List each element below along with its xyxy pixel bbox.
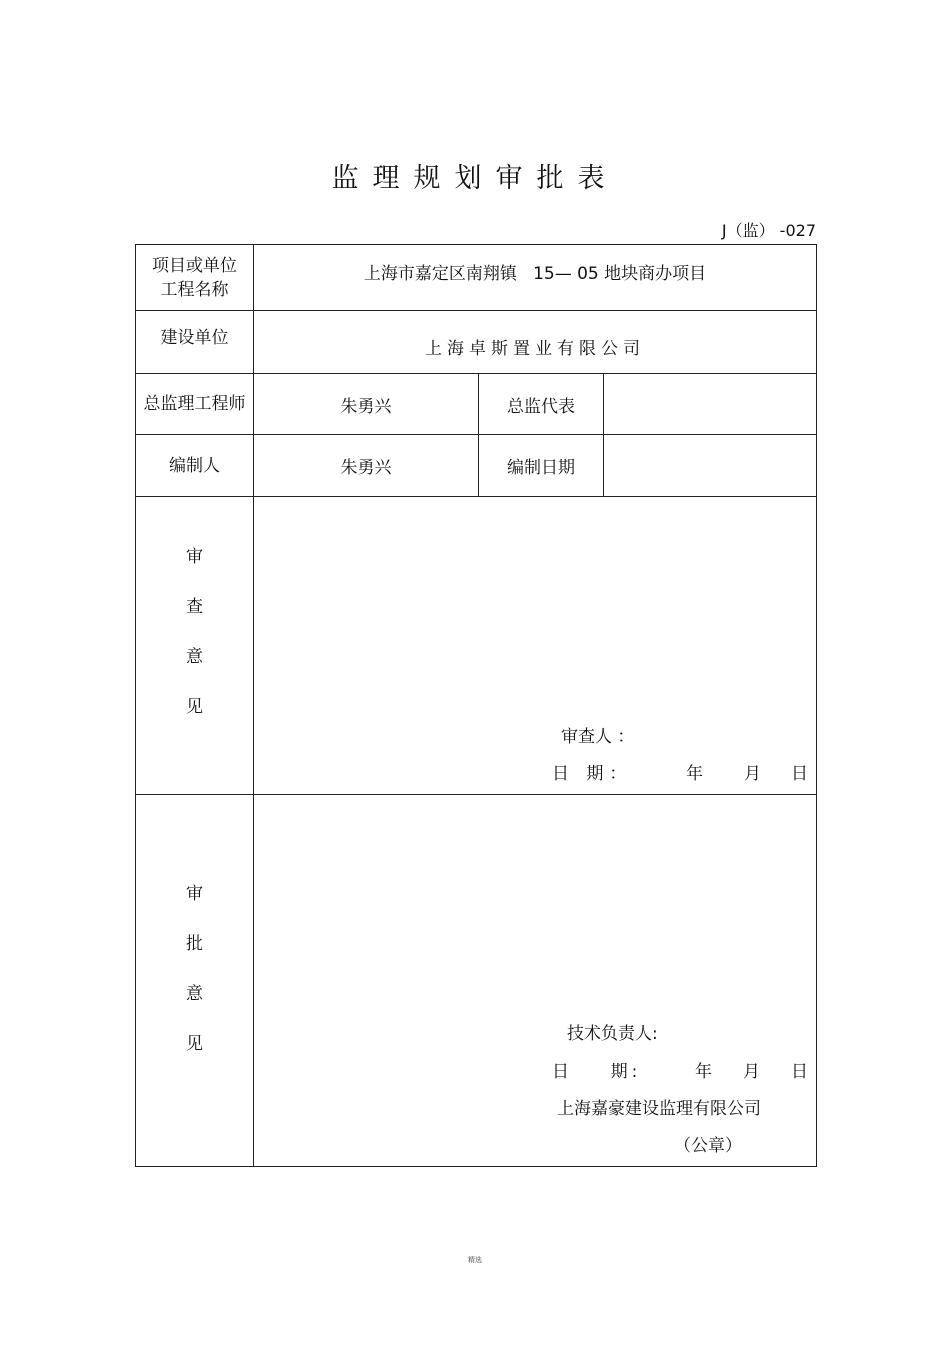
review-opinion-area[interactable] bbox=[254, 497, 817, 795]
compiler-label bbox=[136, 435, 254, 497]
review-label-char: 见 bbox=[186, 697, 203, 717]
reviewer-label: 审查人 ： bbox=[561, 727, 635, 747]
chief-engineer-label bbox=[136, 374, 254, 435]
tech-lead-label: 技术负责人: bbox=[567, 1024, 658, 1044]
project-name-value-text: 上海市嘉定区南翔镇 15— 05 地块商办项目 bbox=[363, 264, 707, 284]
review-label-char: 查 bbox=[186, 597, 203, 617]
builder-value bbox=[254, 311, 817, 374]
review-day-label: 日 bbox=[791, 764, 808, 784]
review-label-char: 审 bbox=[186, 547, 203, 567]
approval-label-char: 见 bbox=[186, 1034, 203, 1054]
project-name-value bbox=[254, 245, 817, 311]
builder-label-text: 建设单位 bbox=[160, 328, 229, 348]
builder-value-text: 上海卓斯置业有限公司 bbox=[425, 338, 646, 359]
review-year-label: 年 bbox=[686, 764, 703, 784]
approval-year-label: 年 bbox=[695, 1062, 712, 1082]
builder-label bbox=[136, 311, 254, 374]
approval-opinion-area[interactable] bbox=[254, 795, 817, 1167]
project-name-label-text: 项目或单位 工程名称 bbox=[152, 255, 237, 300]
supervisor-company: 上海嘉豪建设监理有限公司 bbox=[557, 1099, 761, 1119]
form-code: J（监） -027 bbox=[721, 221, 816, 240]
chief-rep-label-text: 总监代表 bbox=[507, 396, 575, 417]
compiler-label-text: 编制人 bbox=[169, 455, 220, 476]
approval-form-table bbox=[135, 244, 817, 1167]
chief-engineer-value bbox=[254, 374, 479, 435]
approval-opinion-label bbox=[136, 795, 254, 1167]
approval-label-char: 审 bbox=[186, 884, 203, 904]
compiler-value bbox=[254, 435, 479, 497]
compile-date-label-text: 编制日期 bbox=[507, 458, 575, 478]
approval-day-label: 日 bbox=[791, 1062, 808, 1082]
approval-label-char: 批 bbox=[186, 934, 203, 954]
review-date-label: 日 期： bbox=[552, 764, 633, 784]
review-label-char: 意 bbox=[186, 647, 203, 667]
compile-date-label bbox=[479, 435, 604, 497]
company-seal-label: （公章） bbox=[674, 1136, 742, 1156]
review-opinion-label bbox=[136, 497, 254, 795]
page-footer: 精选 bbox=[468, 1256, 482, 1264]
review-month-label: 月 bbox=[744, 764, 761, 784]
approval-label-char: 意 bbox=[186, 984, 203, 1004]
page-title: 监理规划审批表 bbox=[331, 163, 619, 194]
chief-engineer-label-text: 总监理工程师 bbox=[143, 394, 246, 414]
project-name-label bbox=[136, 245, 254, 311]
compiler-value-text: 朱勇兴 bbox=[340, 458, 392, 478]
chief-rep-value[interactable] bbox=[604, 374, 817, 435]
approval-date-label: 日 期: bbox=[552, 1062, 642, 1082]
compile-date-value[interactable] bbox=[604, 435, 817, 497]
approval-month-label: 月 bbox=[743, 1062, 760, 1082]
chief-engineer-value-text: 朱勇兴 bbox=[340, 396, 392, 417]
chief-rep-label bbox=[479, 374, 604, 435]
